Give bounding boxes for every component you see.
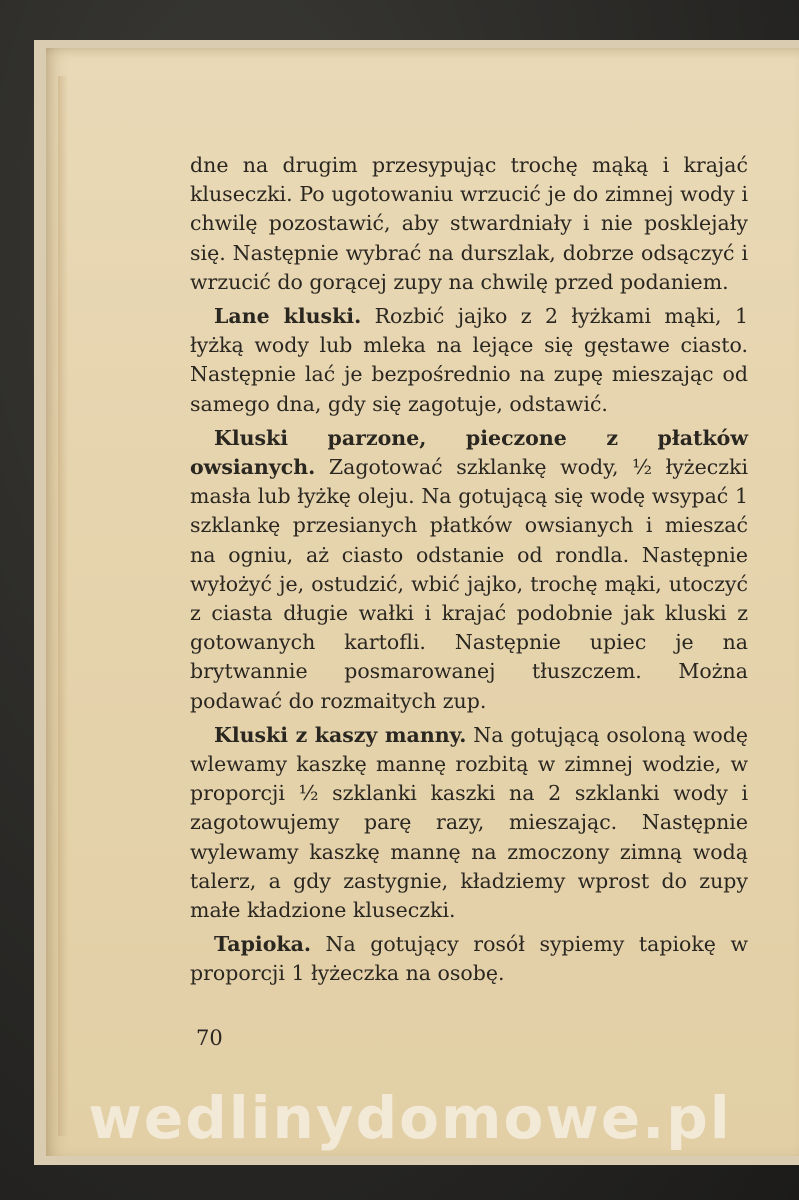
page-text [190,151,748,994]
paragraph-text: Zagotować szklankę wody, ½ łyżeczki masła lub łyżkę oleju. Na gotującą się wodę wsypać 1 szklankę przesianych płatków owsianych i mieszać na ogniu, aż ciasto odstanie od rondla. Następnie wyłożyć je, ostudzić, wbić jajko, trochę mąki, utoczyć z ciasta długie wałki i krajać podobnie jak kluski z gotowanych kartofli. Następnie upiec je na brytwannie posmarowanej tłuszczem. Można podawać do rozmaitych zup. [190,455,748,713]
paragraph-text: Rozbić jajko z 2 łyżkami mąki, 1 łyżką wody lub mleka na lejące się gęstawe ciasto. Następnie lać je bezpośrednio na zupę mieszając od samego dna, gdy się zagotuje, odstawić. [190,304,748,416]
recipe-heading: Lane kluski. [214,304,362,329]
recipe-heading: Tapioka. [214,932,311,957]
paragraph-lane-kluski [190,302,748,419]
paragraph-kluski-parzone [190,424,748,716]
page-gutter-shadow [58,76,68,1136]
page-number: 70 [196,1026,223,1050]
paragraph-continuation [190,151,748,297]
paragraph-text: Na gotujący rosół sypiemy tapiokę w proporcji 1 łyżeczka na osobę. [190,932,748,986]
watermark: wedlinydomowe.pl [88,1084,732,1152]
paragraph-text: dne na drugim przesypując trochę mąką i krajać kluseczki. Po ugotowaniu wrzucić je do zimnej wody i chwilę pozostawić, aby stwardniały i nie posklejały się. Następnie wybrać na durszlak, dobrze odsączyć i wrzucić do gorącej zupy na chwilę przed podaniem. [190,153,748,294]
paragraph-tapioka [190,930,748,988]
recipe-heading: Kluski parzone, pieczone z płatków owsianych. [190,425,748,480]
recipe-heading: Kluski z kaszy manny. [214,722,467,747]
paragraph-text: Na gotującą osoloną wodę wlewamy kaszkę mannę rozbitą w zimnej wodzie, w proporcji ½ szklanki kaszki na 2 szklanki wody i zagotowujemy parę razy, mieszając. Następnie wylewamy kaszkę mannę na zmoczony zimną wodą talerz, a gdy zastygnie, kładziemy wprost do zupy małe kładzione kluseczki. [190,722,748,923]
paragraph-kluski-z-kaszy [190,721,748,925]
